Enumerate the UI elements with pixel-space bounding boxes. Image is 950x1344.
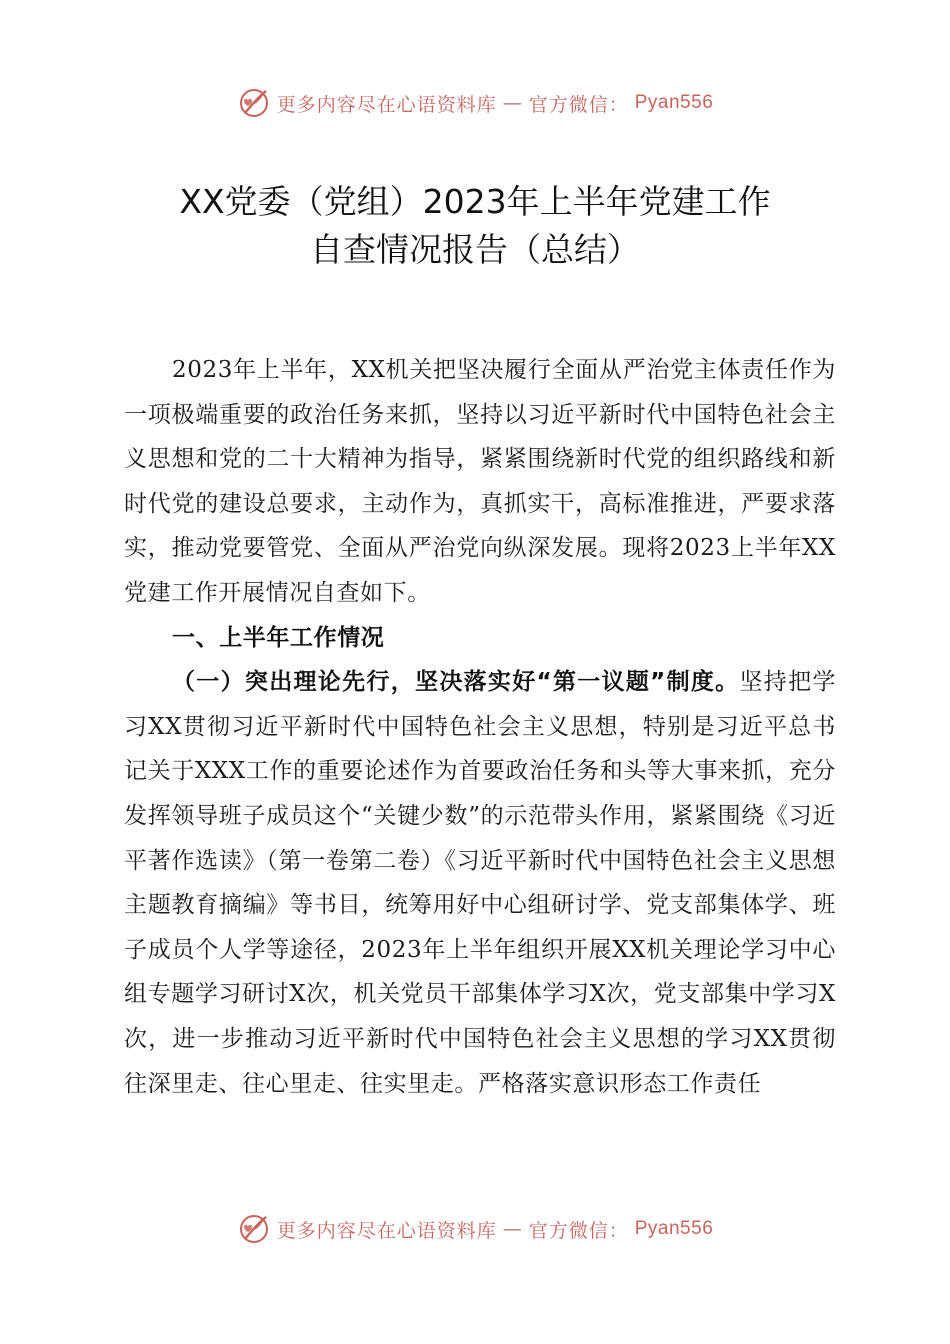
title-line-1: XX党委（党组）2023年上半年党建工作 bbox=[179, 182, 771, 221]
watermark-main-text: 更多内容尽在心语资料库 bbox=[276, 1219, 497, 1242]
watermark-header bbox=[0, 86, 950, 120]
quill-pen-logo-icon bbox=[237, 86, 271, 120]
intro-paragraph: 2023年上半年，XX机关把坚决履行全面从严治党主体责任作为一项极端重要的政治任务来抓，坚持以习近平新时代中国特色社会主义思想和党的二十大精神为指导，紧紧围绕新时代党的组织路线和新时代党的建设总要求，主动作为，真抓实干，高标准推进，严要求落实，推动党要管党、全面从严治党向纵深发展。现将2023上半年XX党建工作开展情况自查如下。 bbox=[124, 357, 836, 606]
quill-pen-logo-icon bbox=[237, 1212, 271, 1246]
subsection-heading-1: （一）突出理论先行，坚决落实好“第一议题”制度。 bbox=[172, 669, 740, 696]
watermark-main-text: 更多内容尽在心语资料库 bbox=[276, 93, 497, 116]
watermark-official-label: 官方微信： bbox=[528, 93, 629, 116]
watermark-separator: — bbox=[502, 92, 523, 114]
watermark-id: Pyan556 bbox=[634, 92, 714, 113]
watermark-id: Pyan556 bbox=[634, 1218, 714, 1239]
watermark-footer bbox=[0, 1212, 950, 1246]
subsection-body-1: 坚持把学习XX贯彻习近平新时代中国特色社会主义思想，特别是习近平总书记关于XXX工作的重要论述作为首要政治任务和头等大事来抓，充分发挥领导班子成员这个“关键少数”的示范带头作用，紧紧围绕《习近平著作选读》（第一卷第二卷）《习近平新时代中国特色社会主义思想主题教育摘编》等书目，统筹用好中心组研讨学、党支部集体学、班子成员个人学等途径，2023年上半年组织开展XX机关理论学习中心组专题学习研讨X次，机关党员干部集体学习X次，党支部集中学习X次，进一步推动习近平新时代中国特色社会主义思想的学习XX贯彻往深里走、往心里走、往实里走。严格落实意识形态工作责任 bbox=[124, 669, 836, 1097]
document-body bbox=[124, 348, 836, 1106]
section-heading-1: 一、上半年工作情况 bbox=[172, 624, 385, 651]
document-title bbox=[0, 178, 950, 274]
subsection-paragraph-1 bbox=[124, 660, 836, 1106]
watermark-separator: — bbox=[502, 1218, 523, 1240]
title-line-2: 自查情况报告（总结） bbox=[310, 230, 640, 269]
watermark-official-label: 官方微信： bbox=[528, 1219, 629, 1242]
